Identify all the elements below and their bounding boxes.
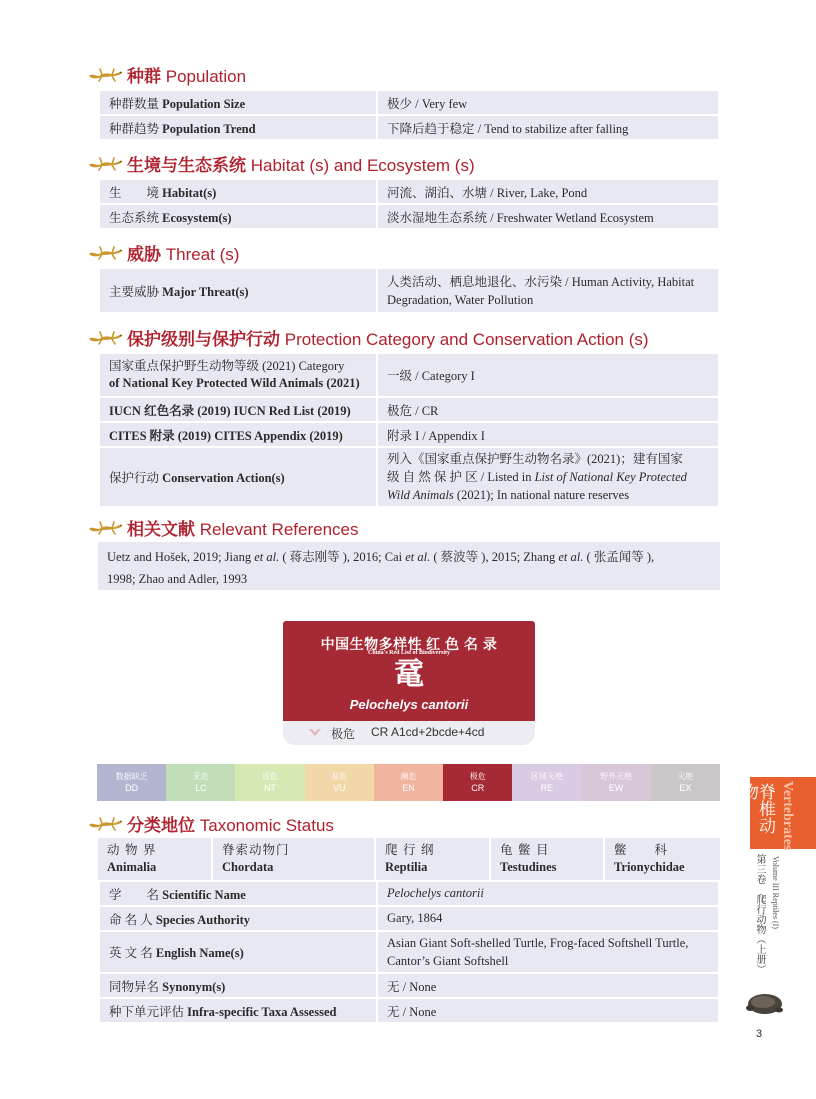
side-tab-cn: 脊椎动物 xyxy=(738,783,775,834)
table-row xyxy=(99,447,719,507)
label-en: English Name(s) xyxy=(155,946,244,960)
label-cn: 命 名 人 xyxy=(109,912,153,927)
status-cn: 濒危 xyxy=(400,772,417,781)
redlist-title-cn: 中国生物多样性 xyxy=(320,636,423,652)
label-en: Synonym(s) xyxy=(162,979,226,994)
references-box xyxy=(98,542,720,590)
section-heading-threat xyxy=(87,241,239,263)
table-row xyxy=(99,998,719,1023)
value: 淡水湿地生态系统 / Freshwater Wetland Ecosystem xyxy=(377,204,719,229)
population-table xyxy=(98,89,720,141)
status-cn: 易危 xyxy=(331,772,348,781)
label-en: Infra-specific Taxa Assessed xyxy=(187,1004,337,1019)
label-cn: 生态系统 xyxy=(109,210,160,225)
rank-cn: 动 物 界 xyxy=(107,843,157,857)
heading-cn: 保护级别与保护行动 xyxy=(127,329,280,349)
section-heading-taxonomy xyxy=(87,812,334,834)
status-dd xyxy=(97,764,166,801)
gecko-icon xyxy=(87,328,125,346)
rank-en: Chordata xyxy=(222,860,274,874)
status-en: EW xyxy=(608,783,624,793)
value-line: 列入《国家重点保护野生动物名录》(2021)；建有国家 xyxy=(387,452,683,466)
taxonomy-table xyxy=(98,880,720,1024)
table-row xyxy=(99,931,719,973)
status-ex xyxy=(651,764,720,801)
value: 一级 / Category I xyxy=(377,353,719,397)
value: 极危 / CR xyxy=(377,397,719,422)
value-line: Degradation, Water Pollution xyxy=(387,292,534,307)
taxonomy-ranks xyxy=(98,838,720,880)
status-cn: 极危 xyxy=(469,772,486,781)
rank-kingdom xyxy=(98,838,213,880)
table-row xyxy=(99,90,719,115)
section-heading-protection xyxy=(87,326,649,348)
value: 无 / None xyxy=(377,998,719,1023)
label-en: Species Authority xyxy=(155,912,250,927)
table-row xyxy=(99,115,719,140)
volume-side-tab xyxy=(738,777,816,851)
value: Pelochelys cantorii xyxy=(377,881,719,906)
gecko-icon xyxy=(87,814,125,832)
rank-class xyxy=(376,838,491,880)
status-nt xyxy=(235,764,304,801)
status-vu xyxy=(305,764,374,801)
redlist-species-latin: Pelochelys cantorii xyxy=(349,697,469,712)
status-re xyxy=(512,764,581,801)
label-cn: 保护行动 xyxy=(109,471,160,485)
label-cn: 生 境 xyxy=(109,185,160,200)
habitat-table xyxy=(98,178,720,230)
table-row xyxy=(99,906,719,931)
status-en: EN xyxy=(402,783,415,793)
heading-en: Threat (s) xyxy=(165,244,240,264)
table-row xyxy=(99,397,719,422)
value-line: Cantor’s Giant Softshell xyxy=(387,954,509,968)
label-en: Habitat(s) xyxy=(162,185,217,200)
redlist-card xyxy=(283,621,535,745)
table-row xyxy=(99,422,719,447)
gecko-icon xyxy=(87,65,125,83)
label-line: 国家重点保护野生动物等级 (2021) Category xyxy=(109,359,345,373)
value: Gary, 1864 xyxy=(377,906,719,931)
value xyxy=(377,268,719,313)
label-en: Ecosystem(s) xyxy=(162,210,232,225)
rank-phylum xyxy=(213,838,376,880)
heading-en: Population xyxy=(165,66,247,86)
value-line: 级 自 然 保 护 区 / Listed in xyxy=(387,470,535,484)
status-en: NT xyxy=(264,783,277,793)
label-en: Conservation Action(s) xyxy=(162,471,285,485)
turtle-icon xyxy=(745,990,785,1016)
value: 下降后趋于稳定 / Tend to stabilize after falling xyxy=(377,115,719,140)
page-number: 3 xyxy=(756,1028,763,1040)
redlist-status-cn: 极危 xyxy=(331,727,356,741)
gecko-icon xyxy=(87,154,125,172)
redlist-species-cn: 鼋 xyxy=(394,657,424,692)
value-italic: Wild Animals xyxy=(387,488,454,502)
label-cn: 主要威胁 xyxy=(109,284,160,299)
status-en xyxy=(374,764,443,801)
side-volume-en: Volume III Reptiles (I) xyxy=(771,856,780,929)
value-italic: List of National Key Protected xyxy=(534,470,687,484)
label-en: Population Size xyxy=(162,96,246,111)
label-line: of National Key Protected Wild Animals (2021) xyxy=(109,376,360,390)
value: 河流、湖泊、水塘 / River, Lake, Pond xyxy=(377,179,719,204)
heading-cn: 威胁 xyxy=(127,244,161,264)
heading-en: Protection Category and Conservation Action (s) xyxy=(284,329,649,349)
status-ew xyxy=(582,764,651,801)
label-en: Population Trend xyxy=(162,121,256,136)
value: 无 / None xyxy=(377,973,719,998)
rank-cn: 鳖 科 xyxy=(614,843,669,857)
threat-table xyxy=(98,267,720,314)
heading-cn: 相关文献 xyxy=(127,519,195,539)
redlist-title-red: 红 色 名 录 xyxy=(426,636,498,652)
section-heading-habitat xyxy=(87,152,475,174)
value xyxy=(377,931,719,973)
table-row xyxy=(99,973,719,998)
chevron-down-icon xyxy=(308,728,322,738)
value: 附录 I / Appendix I xyxy=(377,422,719,447)
status-cr xyxy=(443,764,512,801)
side-volume-cn: 第三卷 爬行动物（上册） xyxy=(754,854,765,974)
status-cn: 无危 xyxy=(192,772,209,781)
heading-cn: 分类地位 xyxy=(127,815,195,835)
status-cn: 灭绝 xyxy=(677,772,694,781)
heading-en: Habitat (s) and Ecosystem (s) xyxy=(250,155,475,175)
side-tab-en: Vertebrates xyxy=(780,781,795,851)
table-row xyxy=(99,204,719,229)
reference-line: Uetz and Hošek, 2019; Jiang et al. ( 蒋志刚等 ), 2016; Cai et al. ( 蔡波等 ), 2015; Zhang et al. ( 张孟闻等 ), xyxy=(107,550,655,564)
section-heading-population xyxy=(87,63,246,85)
value-line: (2021); In national nature reserves xyxy=(453,488,630,502)
gecko-icon xyxy=(87,243,125,261)
value-line: 人类活动、栖息地退化、水污染 / Human Activity, Habitat xyxy=(387,274,695,289)
status-en: LC xyxy=(195,783,207,793)
heading-en: Taxonomic Status xyxy=(199,815,334,835)
redlist-card-header xyxy=(283,621,535,721)
rank-cn: 龟 鳖 目 xyxy=(500,843,550,857)
gecko-icon xyxy=(87,518,125,536)
label-cn: 英 文 名 xyxy=(109,946,153,960)
redlist-title-en: China's Red List of Biodiversity xyxy=(367,650,450,656)
status-cn: 近危 xyxy=(262,772,279,781)
rank-cn: 脊索动物门 xyxy=(222,843,290,857)
status-en: CR xyxy=(471,783,485,793)
status-en: DD xyxy=(125,783,139,793)
rank-family xyxy=(605,838,720,880)
label-en: Scientific Name xyxy=(162,887,246,902)
status-lc xyxy=(166,764,235,801)
rank-en: Trionychidae xyxy=(614,860,685,874)
status-en: EX xyxy=(679,783,692,793)
rank-en: Reptilia xyxy=(385,860,428,874)
status-cn: 野外灭绝 xyxy=(600,772,633,781)
reference-line: 1998; Zhao and Adler, 1993 xyxy=(107,572,248,586)
rank-en: Testudines xyxy=(500,860,557,874)
table-row xyxy=(99,353,719,397)
redlist-criteria: CR A1cd+2bcde+4cd xyxy=(371,725,485,739)
value xyxy=(377,447,719,507)
heading-cn: 种群 xyxy=(127,66,161,86)
label: CITES 附录 (2019) CITES Appendix (2019) xyxy=(99,422,377,447)
status-cn: 数据缺乏 xyxy=(115,772,148,781)
redlist-card-status xyxy=(283,721,535,745)
value-line: Asian Giant Soft-shelled Turtle, Frog-faced Softshell Turtle, xyxy=(387,936,689,950)
rank-cn: 爬 行 纲 xyxy=(385,843,435,857)
label-cn: 种下单元评估 xyxy=(109,1004,185,1019)
protection-table xyxy=(98,352,720,508)
table-row xyxy=(99,268,719,313)
value: 极少 / Very few xyxy=(377,90,719,115)
rank-order xyxy=(491,838,605,880)
section-heading-references xyxy=(87,516,359,538)
heading-en: Relevant References xyxy=(199,519,359,539)
rank-en: Animalia xyxy=(107,860,157,874)
label-cn: 种群趋势 xyxy=(109,121,160,136)
label: IUCN 红色名录 (2019) IUCN Red List (2019) xyxy=(99,397,377,422)
status-cn: 区域灭绝 xyxy=(530,772,563,781)
status-en: VU xyxy=(333,783,346,793)
label-cn: 种群数量 xyxy=(109,96,160,111)
table-row xyxy=(99,179,719,204)
heading-cn: 生境与生态系统 xyxy=(127,155,246,175)
status-en: RE xyxy=(540,783,554,793)
label-en: Major Threat(s) xyxy=(162,284,249,299)
label-cn: 学 名 xyxy=(109,887,160,902)
label-cn: 同物异名 xyxy=(109,979,160,994)
table-row xyxy=(99,881,719,906)
redlist-status-scale xyxy=(97,764,720,801)
